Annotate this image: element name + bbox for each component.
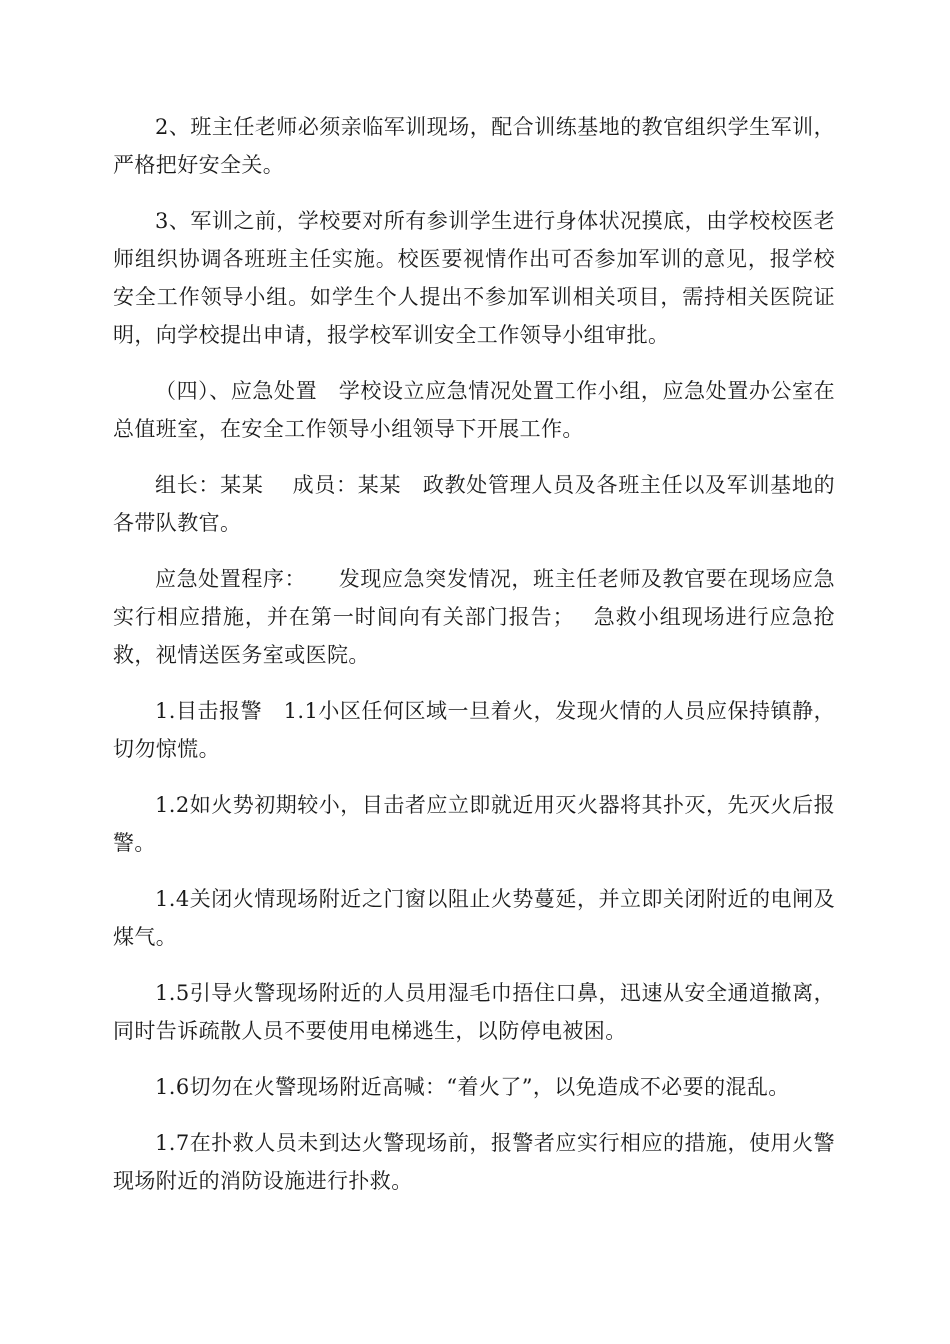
paragraph-health-check: 3、军训之前，学校要对所有参训学生进行身体状况摸底，由学校校医老师组织协调各班班主任实施。校医要视情作出可否参加军训的意见，报学校安全工作领导小组。如学生个人提出不参加军训相关项目，需持相关医院证明，向学校提出申请，报学校军训安全工作领导小组审批。 xyxy=(113,209,835,347)
paragraph-head-teacher: 2、班主任老师必须亲临军训现场，配合训练基地的教官组织学生军训，严格把好安全关。 xyxy=(113,115,835,177)
paragraph-close-doors: 1.4关闭火情现场附近之门窗以阻止火势蔓延，并立即关闭附近的电闸及煤气。 xyxy=(113,887,835,949)
paragraph-no-shouting: 1.6切勿在火警现场附近高喊：“着火了”，以免造成不必要的混乱。 xyxy=(155,1075,790,1099)
paragraph-guide-evacuation: 1.5引导火警现场附近的人员用湿毛巾捂住口鼻，迅速从安全通道撤离，同时告诉疏散人员不要使用电梯逃生，以防停电被困。 xyxy=(113,981,835,1043)
document-body xyxy=(113,108,835,1218)
paragraph-witness-alarm: 1.目击报警 1.1小区任何区域一旦着火，发现火情的人员应保持镇静，切勿惊慌。 xyxy=(113,699,835,761)
paragraph-emergency-handling: （四）、应急处置 学校设立应急情况处置工作小组，应急处置办公室在总值班室，在安全工作领导小组领导下开展工作。 xyxy=(113,379,835,441)
paragraph-use-fire-facilities: 1.7在扑救人员未到达火警现场前，报警者应实行相应的措施，使用火警现场附近的消防设施进行扑救。 xyxy=(113,1131,835,1193)
paragraph-emergency-procedure: 应急处置程序： 发现应急突发情况，班主任老师及教官要在现场应急实行相应措施，并在第一时间向有关部门报告； 急救小组现场进行应急抢救，视情送医务室或医院。 xyxy=(113,567,835,667)
paragraph-team-members: 组长：某某 成员：某某 政教处管理人员及各班主任以及军训基地的各带队教官。 xyxy=(113,473,835,535)
paragraph-extinguish-small-fire: 1.2如火势初期较小，目击者应立即就近用灭火器将其扑灭，先灭火后报警。 xyxy=(113,793,835,855)
